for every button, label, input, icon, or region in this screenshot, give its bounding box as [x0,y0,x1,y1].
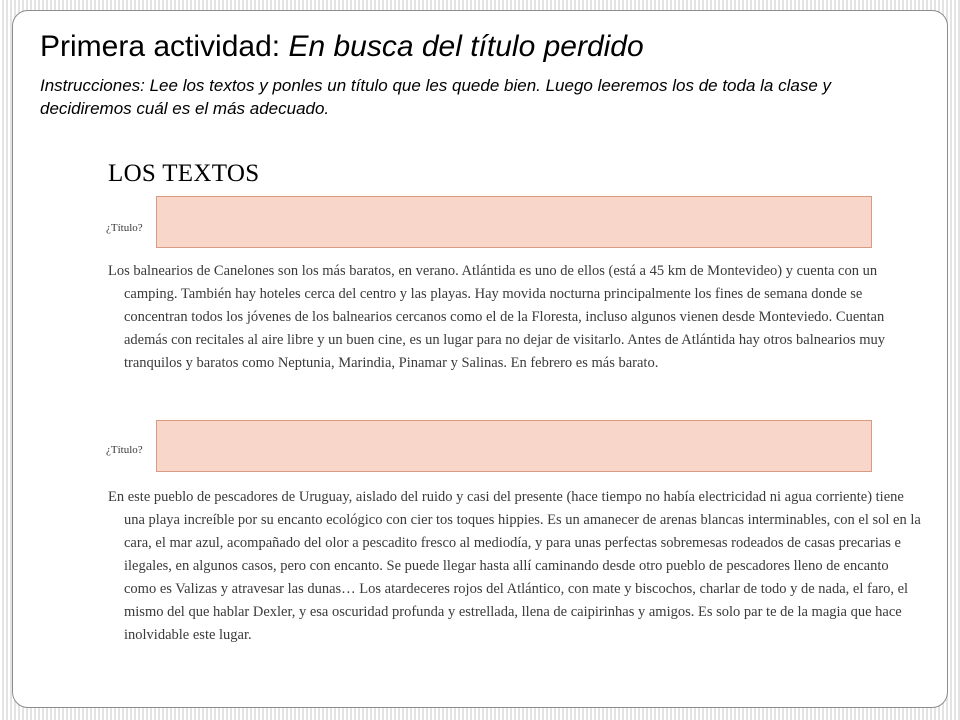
title-main: Primera actividad: [40,30,281,63]
title-input-box-2[interactable] [156,420,872,472]
instructions: Instrucciones: Lee los textos y ponles un título que les quede bien. Luego leeremos los de toda la clase y decidiremos cuál es el más adecuado. [40,76,831,118]
title-input-box-1[interactable] [156,196,872,248]
title-italic: En busca del título perdido [288,30,644,63]
title-label-1: ¿Título? [106,222,143,234]
title-label-2: ¿Título? [106,444,143,456]
text-body-1: Los balnearios de Canelones son los más baratos, en verano. Atlántida es uno de ellos (está a 45 km de Montevideo) y cuenta con un camping. También hay hoteles cerca del centro y las playas. Hay movida nocturna principalmente los fines de semana donde se concentran todos los jóvenes de los balnearios cercanos como el de la Floresta, incluso algunos vienen desde Monteviedo. Cuentan además con recitales al aire libre y un buen cine, es un lugar para no dejar de visitarlo. Antes de Atlántida hay otros balnearios muy tranquilos y baratos como Neptunia, Marindia, Pinamar y Salinas. En febrero es más barato. [108,263,885,371]
page-title [40,30,644,64]
text-body-2: En este pueblo de pescadores de Uruguay, aislado del ruido y casi del presente (hace tiempo no había electricidad ni agua corriente) tiene una playa increíble por su encanto ecológico con cier tos toques hippies. Es un amanecer de arenas blancas interminables, con el sol en la cara, el mar azul, acompañado del olor a pescadito fresco al mediodía, y para unas perfectas sobremesas rodeados de casas precarias e ilegales, en algunos casos, pero con encanto. Se puede llegar hasta allí caminando desde otro pueblo de pescadores lleno de encanto como es Valizas y atravesar las dunas… Los atardeceres rojos del Atlántico, con mate y biscochos, charlar de todo y de nada, el faro, el mismo del que hablar Dexler, y esa oscuridad profunda y estrellada, llena de caipirinhas y amigos. Es solo par te de la magia que hace inolvidable este lugar. [108,489,921,643]
section-heading: LOS TEXTOS [108,160,260,187]
